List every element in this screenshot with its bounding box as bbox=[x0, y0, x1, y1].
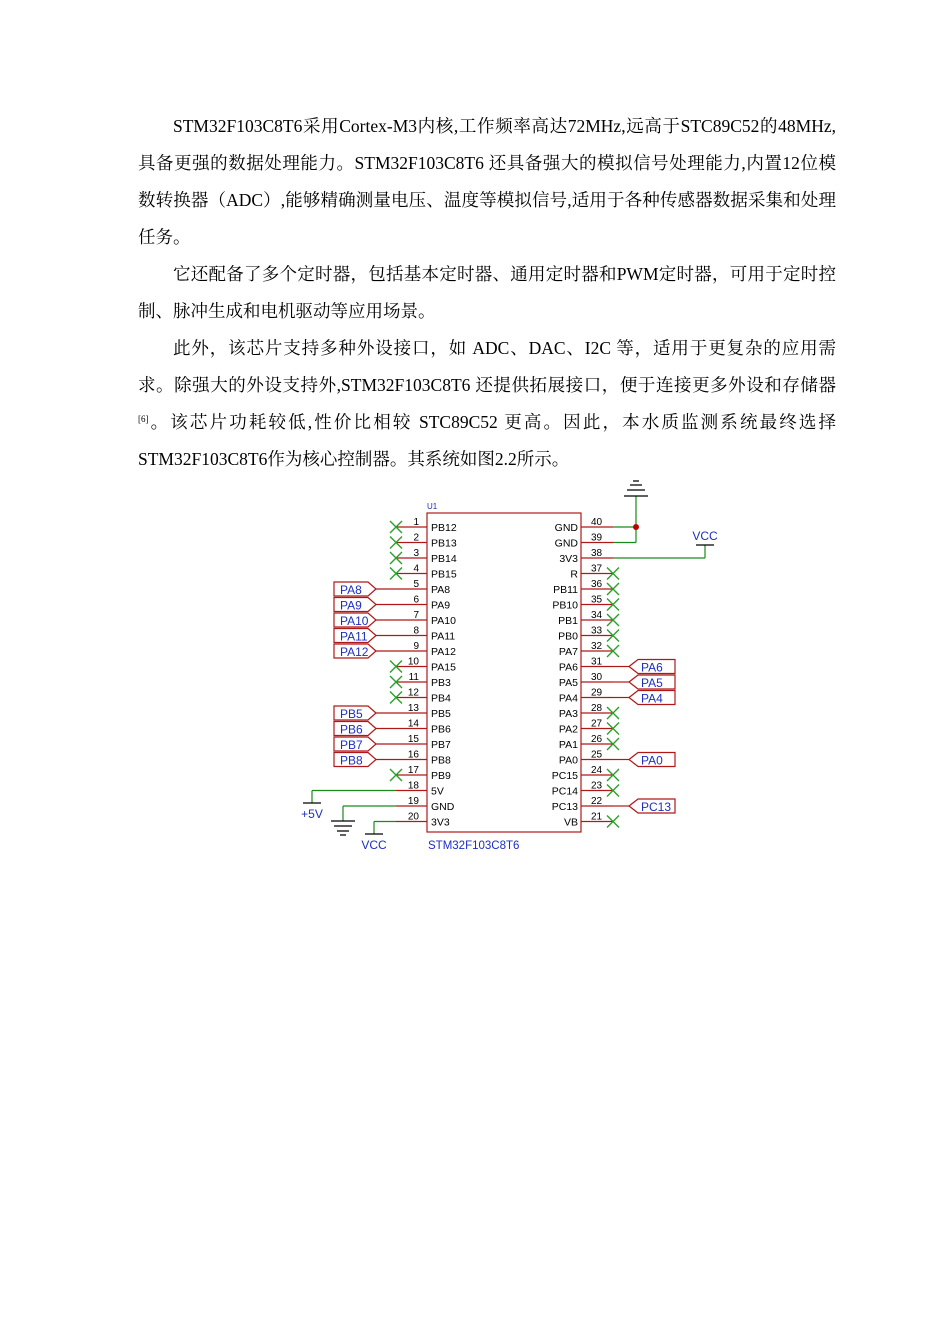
plus5v-label: +5V bbox=[301, 807, 323, 821]
net-label-PA6: PA6 bbox=[641, 660, 663, 675]
pin-number-17: 17 bbox=[407, 765, 419, 776]
net-label-PB6: PB6 bbox=[340, 722, 363, 737]
pin-number-15: 15 bbox=[407, 734, 419, 745]
pin-number-18: 18 bbox=[407, 780, 419, 792]
pin-name-38: 3V3 bbox=[559, 553, 578, 565]
body-paragraph-1: STM32F103C8T6采用Cortex-M3内核,工作频率高达72MHz,远高于STC89C52的48MHz,具备更强的数据处理能力。STM32F103C8T6 还具备强大的模拟信号处理能力,内置12位模数转换器（ADC）,能够精确测量电压、温度等模拟信号,适用于各种传感器数据采集和处理任务。 bbox=[138, 116, 836, 247]
pin-number-13: 13 bbox=[407, 703, 419, 714]
junction-dot bbox=[633, 524, 639, 530]
pin-name-23: PC14 bbox=[551, 785, 578, 798]
pin-name-13: PB5 bbox=[431, 708, 451, 720]
net-label-PA9: PA9 bbox=[340, 598, 362, 613]
pin-name-10: PA15 bbox=[431, 661, 456, 674]
pin-name-7: PA10 bbox=[431, 615, 456, 627]
net-label-PA12: PA12 bbox=[340, 645, 369, 659]
paragraph-3-text-a: 此外，该芯片支持多种外设接口，如 ADC、DAC、I2C 等，适用于更复杂的应用需求。除强大的外设支持外,STM32F103C8T6 还提供拓展接口，便于连接更多外设和存储器 bbox=[138, 338, 836, 395]
pin-number-36: 36 bbox=[591, 579, 603, 590]
vcc-label-top: VCC bbox=[692, 529, 718, 543]
pin-name-16: PB8 bbox=[431, 754, 451, 767]
pin-name-26: PA1 bbox=[558, 739, 578, 751]
pin-number-5: 5 bbox=[413, 579, 419, 590]
net-label-PA8: PA8 bbox=[340, 583, 362, 597]
pin-number-23: 23 bbox=[591, 780, 603, 792]
paragraph-3-text-b: 。该芯片功耗较低,性价比相较 STC89C52 更高。因此，本水质监测系统最终选择STM32F103C8T6作为核心控制器。其系统如图2.2所示。 bbox=[138, 412, 836, 469]
pin-number-31: 31 bbox=[591, 656, 603, 668]
pin-number-34: 34 bbox=[591, 610, 603, 621]
net-label-PA11: PA11 bbox=[340, 629, 368, 644]
ground-icon-top bbox=[624, 481, 648, 496]
pin-name-4: PB15 bbox=[431, 568, 457, 581]
pin-name-33: PB0 bbox=[558, 630, 578, 643]
pin-number-7: 7 bbox=[413, 610, 419, 621]
pin-name-28: PA3 bbox=[558, 708, 578, 720]
pin-name-22: PC13 bbox=[551, 801, 578, 813]
pin-number-2: 2 bbox=[413, 532, 419, 544]
pin-name-31: PA6 bbox=[558, 661, 578, 674]
pin-number-29: 29 bbox=[591, 687, 603, 699]
pin-number-8: 8 bbox=[413, 625, 419, 637]
pin-name-39: GND bbox=[554, 537, 578, 550]
pin-number-11: 11 bbox=[408, 672, 419, 683]
net-label-PA0: PA0 bbox=[641, 753, 663, 768]
pin-name-5: PA8 bbox=[431, 584, 451, 596]
pin-name-8: PA11 bbox=[431, 630, 456, 643]
ground-icon-bottom bbox=[331, 821, 355, 835]
pin-name-36: PB11 bbox=[553, 584, 578, 596]
pin-number-32: 32 bbox=[591, 641, 603, 652]
pin-name-20: 3V3 bbox=[431, 816, 450, 829]
pin-name-3: PB14 bbox=[431, 553, 457, 565]
pin-number-3: 3 bbox=[413, 548, 419, 559]
pin-name-24: PC15 bbox=[551, 770, 578, 782]
pin-number-16: 16 bbox=[407, 749, 419, 761]
pin-number-37: 37 bbox=[591, 563, 603, 575]
net-label-PB7: PB7 bbox=[340, 738, 363, 752]
pin-name-14: PB6 bbox=[431, 723, 451, 736]
pin-number-39: 39 bbox=[591, 532, 603, 544]
pin-number-10: 10 bbox=[407, 656, 419, 668]
pin-name-11: PB3 bbox=[431, 677, 451, 689]
pin-name-25: PA0 bbox=[558, 754, 578, 767]
pin-number-27: 27 bbox=[591, 718, 603, 730]
pin-number-20: 20 bbox=[407, 811, 419, 823]
net-label-PB5: PB5 bbox=[340, 707, 363, 721]
body-paragraph-2: 它还配备了多个定时器，包括基本定时器、通用定时器和PWM定时器，可用于定时控制、脉冲生成和电机驱动等应用场景。 bbox=[138, 264, 836, 321]
pin-number-12: 12 bbox=[407, 687, 419, 699]
pin-name-18: 5V bbox=[431, 785, 444, 798]
pin-number-6: 6 bbox=[413, 594, 419, 606]
pin-number-19: 19 bbox=[407, 796, 419, 807]
pin-number-28: 28 bbox=[591, 703, 603, 714]
chip-part-name: STM32F103C8T6 bbox=[428, 840, 520, 852]
pin-name-19: GND bbox=[431, 801, 455, 813]
pin-number-22: 22 bbox=[591, 796, 603, 807]
pin-name-9: PA12 bbox=[431, 646, 456, 658]
pin-number-33: 33 bbox=[591, 625, 603, 637]
pin-number-25: 25 bbox=[591, 749, 603, 761]
pin-number-30: 30 bbox=[591, 672, 603, 683]
pin-name-32: PA7 bbox=[558, 646, 578, 658]
vcc-label-bottom: VCC bbox=[361, 838, 387, 852]
pin-number-38: 38 bbox=[591, 548, 603, 559]
net-label-PA10: PA10 bbox=[340, 614, 369, 628]
chip-ref: U1 bbox=[427, 502, 438, 511]
pin-name-21: VB bbox=[563, 816, 578, 829]
pin-name-35: PB10 bbox=[552, 599, 578, 612]
pin-number-24: 24 bbox=[591, 765, 603, 776]
pin-name-15: PB7 bbox=[431, 739, 451, 751]
pin-number-9: 9 bbox=[413, 641, 419, 652]
net-label-PA5: PA5 bbox=[641, 676, 663, 690]
pin-number-1: 1 bbox=[413, 517, 419, 528]
net-label-PB8: PB8 bbox=[340, 753, 363, 768]
pin-number-21: 21 bbox=[591, 811, 603, 823]
pin-name-37: R bbox=[570, 568, 578, 581]
pin-name-40: GND bbox=[554, 522, 578, 534]
citation-ref[interactable]: [6] bbox=[138, 414, 149, 424]
pin-number-40: 40 bbox=[591, 517, 603, 528]
net-label-PA4: PA4 bbox=[641, 691, 663, 706]
pin-name-1: PB12 bbox=[431, 522, 457, 534]
pin-name-12: PB4 bbox=[431, 692, 451, 705]
pin-name-34: PB1 bbox=[558, 615, 578, 627]
pin-name-29: PA4 bbox=[558, 692, 578, 705]
pin-name-30: PA5 bbox=[558, 677, 578, 689]
net-label-PC13: PC13 bbox=[641, 800, 672, 814]
pin-name-6: PA9 bbox=[431, 599, 451, 612]
pin-number-4: 4 bbox=[413, 563, 419, 575]
pin-number-14: 14 bbox=[407, 718, 419, 730]
pin-number-35: 35 bbox=[591, 594, 603, 606]
pin-number-26: 26 bbox=[591, 734, 603, 745]
pin-name-2: PB13 bbox=[431, 537, 457, 550]
pin-name-27: PA2 bbox=[558, 723, 578, 736]
pin-name-17: PB9 bbox=[431, 770, 451, 782]
